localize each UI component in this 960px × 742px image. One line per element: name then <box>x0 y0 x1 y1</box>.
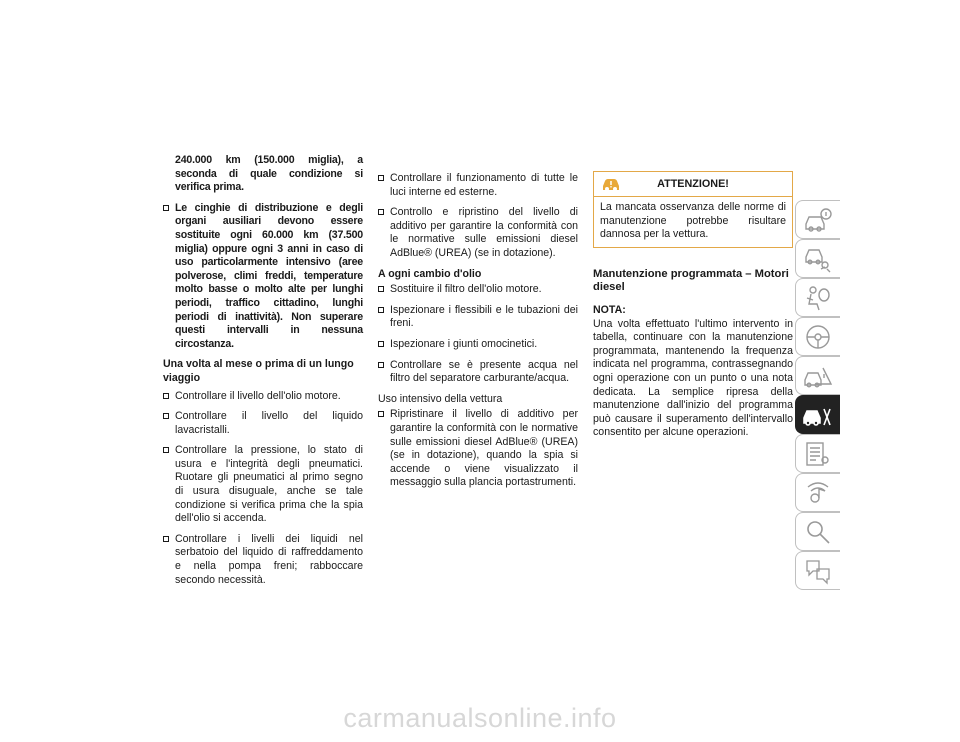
checkbox-bullet-icon <box>378 307 384 313</box>
bullet-item: Controllare il livello del liquido lavacristalli. <box>163 410 363 437</box>
bullet-item: Controllare il livello dell'olio motore. <box>163 390 363 404</box>
note-text: Una volta effettuato l'ultimo intervento in tabella, continuare con la manutenzione programmata, mantenendo la frequenza indicata nel programma, contrassegnando ogni operazione con un punto o una nota dedicata. La semplice ripresa della manutenzione dall'inizio del programma può causare il superamento dell'intervallo consentito per alcune operazioni. <box>593 317 793 439</box>
bullet-item: Controllare se è presente acqua nel filtro del separatore carburante/acqua. <box>378 359 578 386</box>
section-title: Manutenzione programmata – Motori diesel <box>593 267 789 294</box>
section-heading: Uso intensivo della vettura <box>378 392 503 405</box>
warning-title: ATTENZIONE! <box>657 178 729 190</box>
section-heading: A ogni cambio d'olio <box>378 267 482 280</box>
tab-airbag[interactable] <box>795 278 840 317</box>
airbag-icon <box>803 284 833 312</box>
bullet-item: Controllare la pressione, lo stato di usura e l'integrità degli pneumatici. Ruotare gli pneumatici al primo segno di usura disuguale, anche se tale condizione si verifica prima che la spia dell'olio si accenda. <box>163 444 363 526</box>
car-info-icon <box>803 206 833 234</box>
checkbox-bullet-icon <box>163 393 169 399</box>
car-key-icon <box>803 245 833 273</box>
specs-list-icon <box>803 440 833 468</box>
watermark: carmanualsonline.info <box>343 703 617 733</box>
checkbox-bullet-icon <box>378 411 384 417</box>
tab-languages[interactable] <box>795 551 840 590</box>
tab-multimedia[interactable] <box>795 473 840 512</box>
checkbox-bullet-icon <box>378 209 384 215</box>
tab-car-info[interactable] <box>795 200 840 239</box>
tab-search[interactable] <box>795 512 840 551</box>
bullet-item: Ispezionare i flessibili e le tubazioni dei freni. <box>378 304 578 331</box>
tab-car-key[interactable] <box>795 239 840 278</box>
bullet-item: Ripristinare il livello di additivo per garantire la conformità con le normative sulle emissioni diesel AdBlue® (UREA) (se in dotazione), quando la spia si accende o viene visualizzato il messaggio sulla plancia portastrumenti. <box>378 408 578 490</box>
warning-text: La mancata osservanza delle norme di manutenzione potrebbe risultare dannosa per la vettura. <box>600 201 786 241</box>
bullet-item: Sostituire il filtro dell'olio motore. <box>378 283 578 297</box>
car-service-icon <box>803 401 833 429</box>
checkbox-bullet-icon <box>163 536 169 542</box>
bullet-item: Le cinghie di distribuzione e degli organi ausiliari devono essere sostituite ogni 60.000 km (37.500 miglia) oppure ogni 3 anni in caso di uso particolarmente intensivo (aree polverose, climi freddi, temperature molto basse o molto alte per lunghi periodi, traffico cittadino, lunghi periodi di inattività). Non superare questi intervalli in nessuna circostanza. <box>163 202 363 352</box>
column-middle <box>378 172 578 490</box>
note-label: NOTA: <box>593 303 626 316</box>
warning-header <box>594 172 792 197</box>
checkbox-bullet-icon <box>378 175 384 181</box>
continued-paragraph: 240.000 km (150.000 miglia), a seconda di quale condizione si verifica prima. <box>175 154 363 194</box>
car-crash-icon <box>803 362 833 390</box>
tab-car-service[interactable] <box>795 395 840 434</box>
checkbox-bullet-icon <box>378 362 384 368</box>
checkbox-bullet-icon <box>378 286 384 292</box>
bullet-item: Controllo e ripristino del livello di additivo per garantire la conformità con le normative sulle emissioni diesel AdBlue® (UREA) (se in dotazione). <box>378 206 578 260</box>
warning-car-icon <box>600 176 622 192</box>
languages-icon <box>803 557 833 585</box>
bullet-item: Controllare i livelli dei liquidi nel serbatoio del liquido di raffreddamento e nella pompa freni; rabboccare secondo necessità. <box>163 533 363 587</box>
checkbox-bullet-icon <box>163 205 169 211</box>
steering-wheel-icon <box>803 323 833 351</box>
checkbox-bullet-icon <box>378 341 384 347</box>
section-heading: Una volta al mese o prima di un lungo viaggio <box>163 358 354 384</box>
multimedia-icon <box>803 479 833 507</box>
magnifier-icon <box>803 518 833 546</box>
column-left <box>163 154 363 587</box>
tab-car-crash[interactable] <box>795 356 840 395</box>
tab-specs-list[interactable] <box>795 434 840 473</box>
column-right <box>593 171 793 440</box>
checkbox-bullet-icon <box>163 413 169 419</box>
checkbox-bullet-icon <box>163 447 169 453</box>
bullet-item: Ispezionare i giunti omocinetici. <box>378 338 578 352</box>
tab-steering-wheel[interactable] <box>795 317 840 356</box>
warning-box <box>593 171 793 248</box>
bullet-item: Controllare il funzionamento di tutte le luci interne ed esterne. <box>378 172 578 199</box>
